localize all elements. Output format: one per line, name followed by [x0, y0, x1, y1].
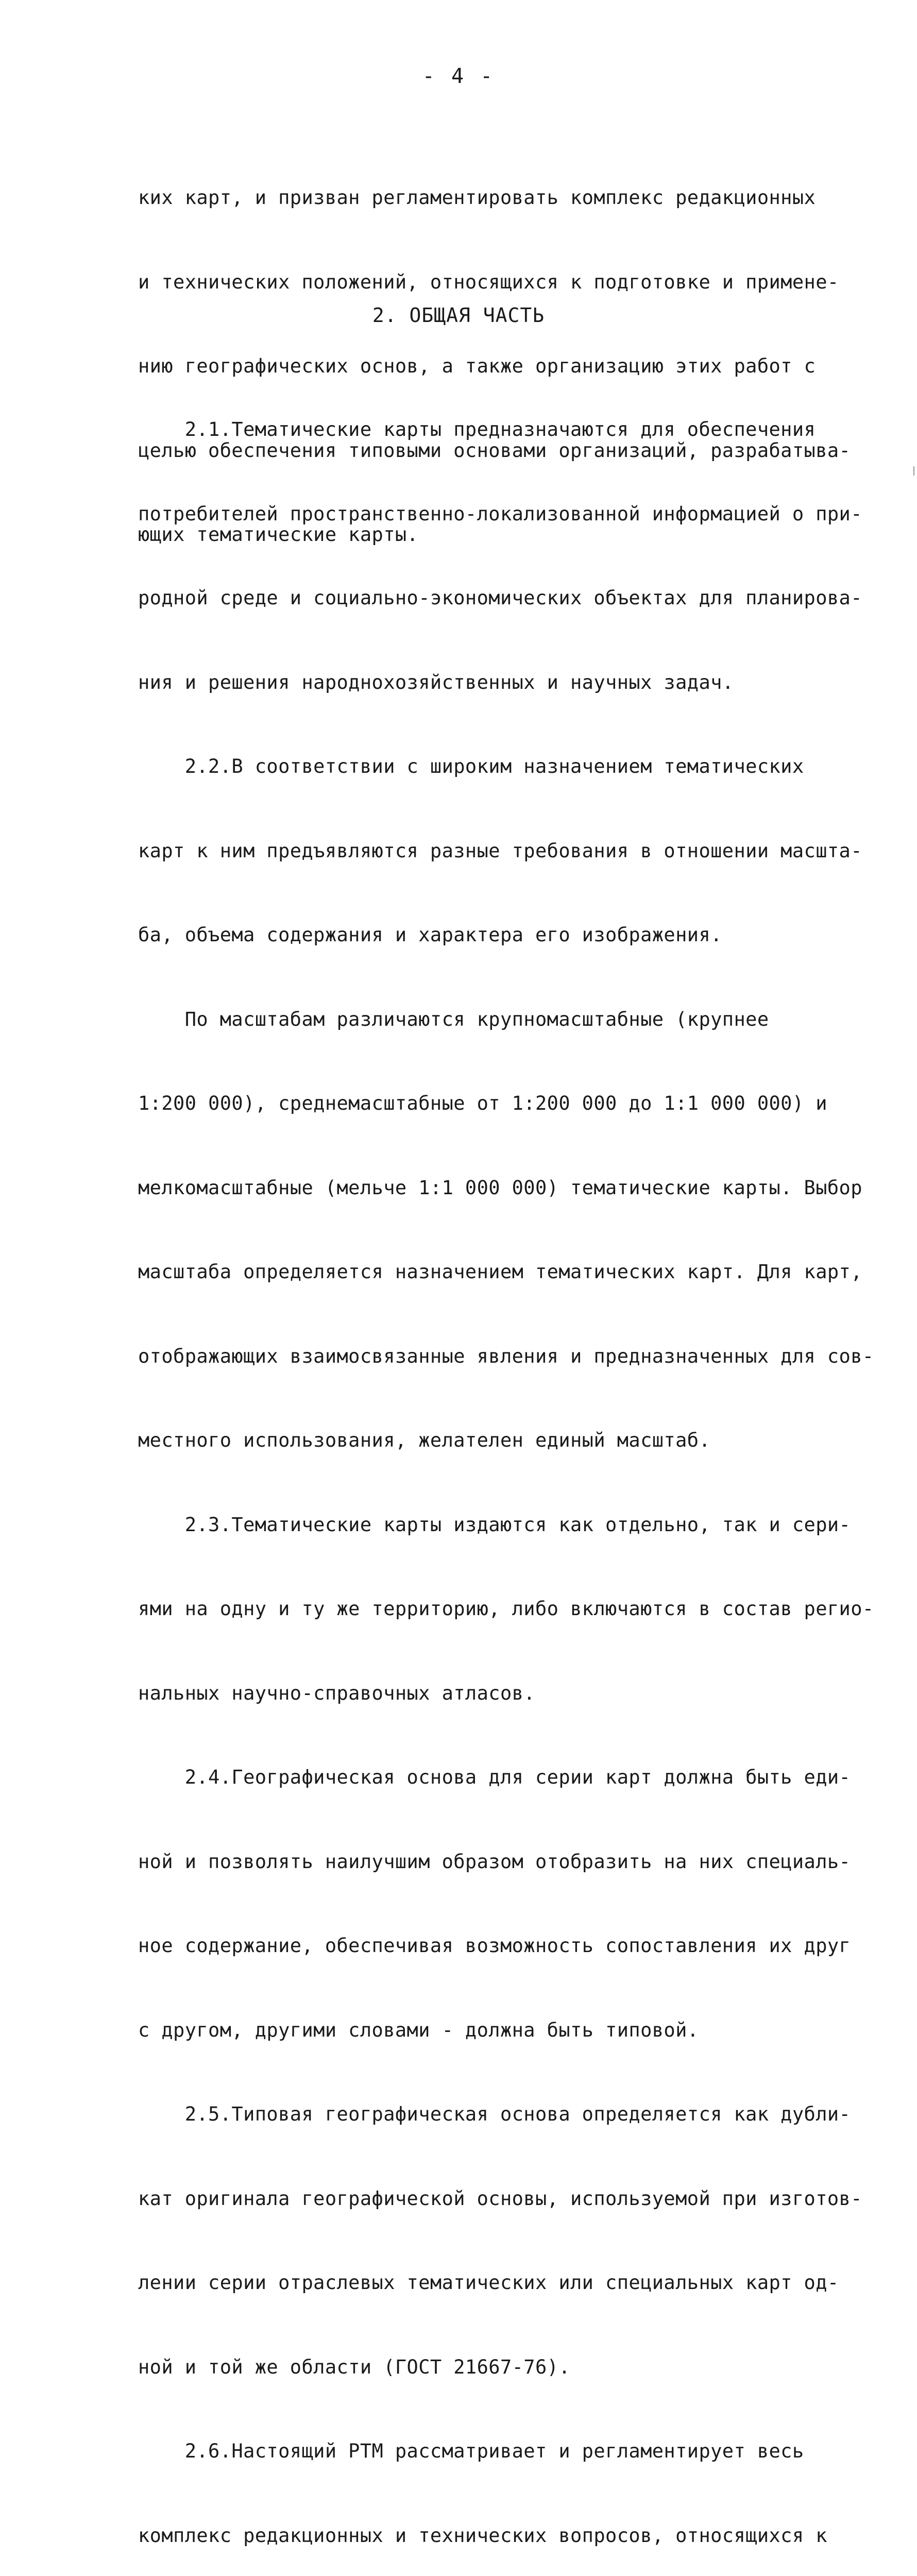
text-line: масштаба определяется назначением тематических карт. Для карт,	[138, 1261, 862, 1283]
text-line: По масштабам различаются крупномасштабные (крупнее	[138, 1008, 769, 1030]
text-line: ющих тематические карты.	[138, 523, 419, 546]
text-line: 1:200 000), среднемасштабные от 1:200 000 до 1:1 000 000) и	[138, 1092, 827, 1114]
text-line: нию географических основ, а также организацию этих работ с	[138, 355, 816, 377]
section-heading: 2. ОБЩАЯ ЧАСТЬ	[372, 304, 545, 327]
text-line: потребителей пространственно-локализованной информацией о при-	[138, 502, 862, 525]
text-line: ями на одну и ту же территорию, либо включаются в состав регио-	[138, 1598, 874, 1620]
text-line: 2.6.Настоящий РТМ рассматривает и регламентирует весь	[138, 2440, 804, 2462]
text-line: 2.4.Географическая основа для серии карт должна быть еди-	[138, 1766, 851, 1788]
text-line: ния и решения народнохозяйственных и научных задач.	[138, 671, 734, 693]
text-line: ное содержание, обеспечивая возможность сопоставления их друг	[138, 1935, 851, 1957]
text-line: и технических положений, относящихся к подготовке и примене-	[138, 270, 839, 293]
text-line: кат оригинала географической основы, используемой при изготов-	[138, 2187, 862, 2210]
text-line: 2.5.Типовая географическая основа определяется как дубли-	[138, 2103, 851, 2125]
text-line: лении серии отраслевых тематических или специальных карт од-	[138, 2272, 839, 2294]
text-line: ких карт, и призван регламентировать комплекс редакционных	[138, 187, 816, 209]
text-line: карт к ним предъявляются разные требования в отношении масшта-	[138, 839, 862, 862]
text-line: родной среде и социально-экономических объектах для планирова-	[138, 587, 862, 609]
text-line: местного использования, желателен единый масштаб.	[138, 1429, 711, 1451]
text-line: ной и позволять наилучшим образом отобразить на них специаль-	[138, 1850, 851, 1873]
text-line: с другом, другими словами - должна быть типовой.	[138, 2019, 699, 2041]
text-line: 2.2.В соответствии с широким назначением тематических	[138, 755, 804, 777]
section-body	[138, 360, 874, 2576]
page-number: - 4 -	[422, 64, 495, 88]
margin-scan-mark	[913, 466, 914, 476]
text-line: комплекс редакционных и технических вопросов, относящихся к	[138, 2524, 827, 2547]
text-line: ной и той же области (ГОСТ 21667-76).	[138, 2355, 571, 2378]
text-line: отображающих взаимосвязанные явления и предназначенных для сов-	[138, 1345, 874, 1367]
text-line: 2.3.Тематические карты издаются как отдельно, так и сери-	[138, 1513, 851, 1536]
text-line: целью обеспечения типовыми основами организаций, разрабатыва-	[138, 439, 851, 462]
text-line: ба, объема содержания и характера его изображения.	[138, 924, 722, 946]
text-line: нальных научно-справочных атласов.	[138, 1682, 535, 1704]
text-line: 2.1.Тематические карты предназначаются для обеспечения	[138, 418, 816, 440]
text-line: мелкомасштабные (мельче 1:1 000 000) тематические карты. Выбор	[138, 1176, 862, 1199]
